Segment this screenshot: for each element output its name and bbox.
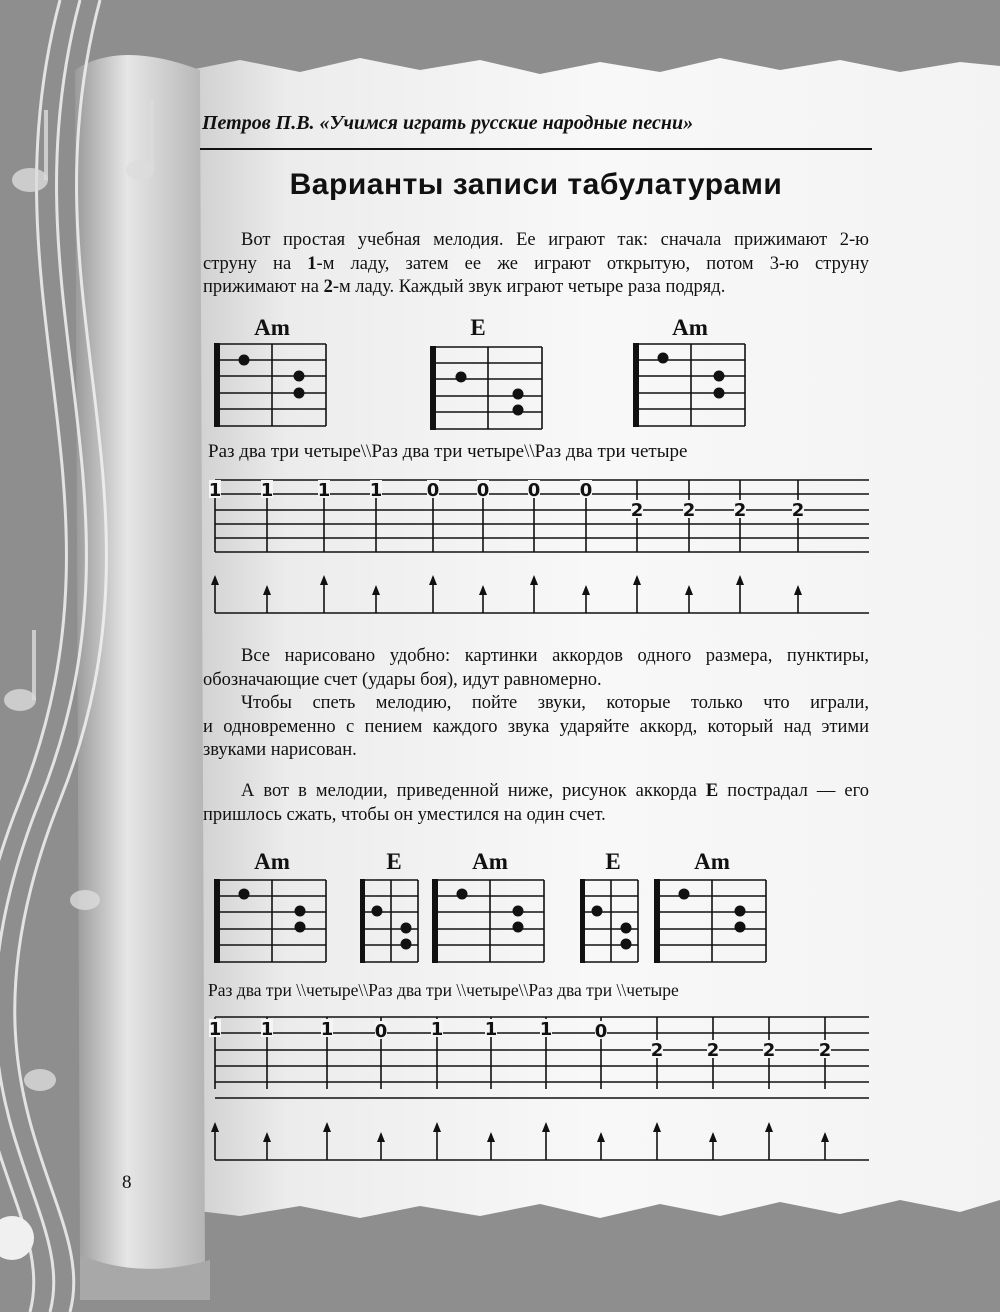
chord-diagram-am-3: [210, 876, 335, 966]
para4-line-2: пришлось сжать, чтобы он уместился на один счет.: [203, 804, 606, 825]
tab-fret-number: 2: [791, 500, 805, 521]
strum-arrow-icon: [794, 585, 802, 595]
strum-arrow-icon: [542, 1122, 550, 1132]
tab-staff-2: [205, 1007, 875, 1167]
chord-diagram-am-1: [210, 340, 335, 430]
tab-staff-1: [205, 470, 875, 620]
tab-fret-number: 2: [733, 500, 747, 521]
count-line-2: Раз два три \\четыре\\Раз два три \\четыре\\Раз два три \\четыре: [208, 980, 679, 1000]
tab-fret-number: 0: [527, 480, 541, 501]
strum-arrow-icon: [211, 575, 219, 585]
para3-line-3: звуками нарисован.: [203, 740, 357, 760]
chord-diagram-am-5: [650, 876, 775, 966]
para3-line-1: Чтобы спеть мелодию, пойте звуки, которые только что играли,: [241, 693, 869, 713]
tab-fret-number: 1: [484, 1019, 498, 1040]
strum-arrow-icon: [433, 1122, 441, 1132]
chord-label-am-5: Am: [694, 849, 730, 874]
tab-fret-number: 2: [630, 500, 644, 521]
intro-line-2: струну на 1-м ладу, затем ее же играют открытую, потом 3-ю струну: [203, 253, 869, 274]
chord-diagram-am-2: [629, 340, 754, 430]
tab-fret-number: 1: [320, 1019, 334, 1040]
strum-arrow-icon: [736, 575, 744, 585]
intro-line-3: прижимают на 2-м ладу. Каждый звук играют четыре раза подряд.: [203, 277, 726, 297]
count-line-1: Раз два три четыре\\Раз два три четыре\\Раз два три четыре: [208, 441, 688, 462]
strum-arrow-icon: [821, 1132, 829, 1142]
tab-fret-number: 0: [374, 1021, 388, 1042]
tab-fret-number: 2: [706, 1040, 720, 1061]
tab-fret-number: 1: [260, 480, 274, 501]
strum-arrow-icon: [530, 575, 538, 585]
para2-line-2: обозначающие счет (удары боя), идут равномерно.: [203, 669, 602, 690]
tab-fret-number: 0: [426, 480, 440, 501]
strum-arrow-icon: [372, 585, 380, 595]
chord-label-am-1: Am: [254, 315, 290, 340]
strum-arrow-icon: [709, 1132, 717, 1142]
tab-fret-number: 1: [208, 1019, 222, 1040]
strum-arrow-icon: [263, 1132, 271, 1142]
strum-arrow-icon: [263, 585, 271, 595]
tab-fret-number: 1: [539, 1019, 553, 1040]
strum-arrow-icon: [320, 575, 328, 585]
body-paragraphs: [203, 645, 869, 763]
page-title: Варианты записи табулатурами: [289, 168, 783, 201]
strum-arrow-icon: [323, 1122, 331, 1132]
strum-arrow-icon: [685, 585, 693, 595]
strum-arrow-icon: [582, 585, 590, 595]
tab-fret-number: 1: [208, 480, 222, 501]
tab-fret-number: 1: [430, 1019, 444, 1040]
header-divider: [200, 148, 872, 150]
chord-label-am-4: Am: [472, 849, 508, 874]
tab-fret-number: 0: [579, 480, 593, 501]
tab-fret-number: 1: [260, 1019, 274, 1040]
strum-arrow-icon: [653, 1122, 661, 1132]
strum-arrow-icon: [479, 585, 487, 595]
chord-label-am-2: Am: [672, 315, 708, 340]
strum-arrow-icon: [211, 1122, 219, 1132]
tab-fret-number: 0: [594, 1021, 608, 1042]
para4-line-1: А вот в мелодии, приведенной ниже, рисунок аккорда Е пострадал — его: [241, 781, 870, 801]
chord-label-e-2: E: [386, 849, 402, 874]
tab-fret-number: 1: [317, 480, 331, 501]
para4: [203, 780, 869, 827]
running-header: Петров П.В. «Учимся играть русские народные песни»: [202, 112, 694, 134]
chord-diagram-e-3: [576, 876, 646, 966]
para2-line-1: Все нарисовано удобно: картинки аккордов одного размера, пунктиры,: [241, 646, 869, 666]
strum-arrow-icon: [429, 575, 437, 585]
strum-arrow-icon: [633, 575, 641, 585]
tab-fret-number: 0: [476, 480, 490, 501]
page-number: 8: [122, 1172, 132, 1193]
tab-fret-number: 2: [818, 1040, 832, 1061]
tab-fret-number: 2: [682, 500, 696, 521]
tab-fret-number: 2: [650, 1040, 664, 1061]
chord-diagram-am-4: [428, 876, 553, 966]
strum-arrow-icon: [377, 1132, 385, 1142]
tab-fret-number: 1: [369, 480, 383, 501]
strum-arrow-icon: [487, 1132, 495, 1142]
tab-fret-number: 2: [762, 1040, 776, 1061]
chord-diagram-e-2: [356, 876, 426, 966]
strum-arrow-icon: [765, 1122, 773, 1132]
para3-line-2: и одновременно с пением каждого звука ударяйте аккорд, который над этими: [203, 716, 869, 737]
chord-label-am-3: Am: [254, 849, 290, 874]
chord-label-e-1: E: [470, 315, 486, 340]
chord-label-e-3: E: [605, 849, 621, 874]
intro-paragraph: [203, 229, 869, 300]
strum-arrow-icon: [597, 1132, 605, 1142]
chord-diagram-e-1: [426, 343, 551, 433]
intro-line-1: Вот простая учебная мелодия. Ее играют так: сначала прижимают 2-ю: [241, 230, 869, 250]
